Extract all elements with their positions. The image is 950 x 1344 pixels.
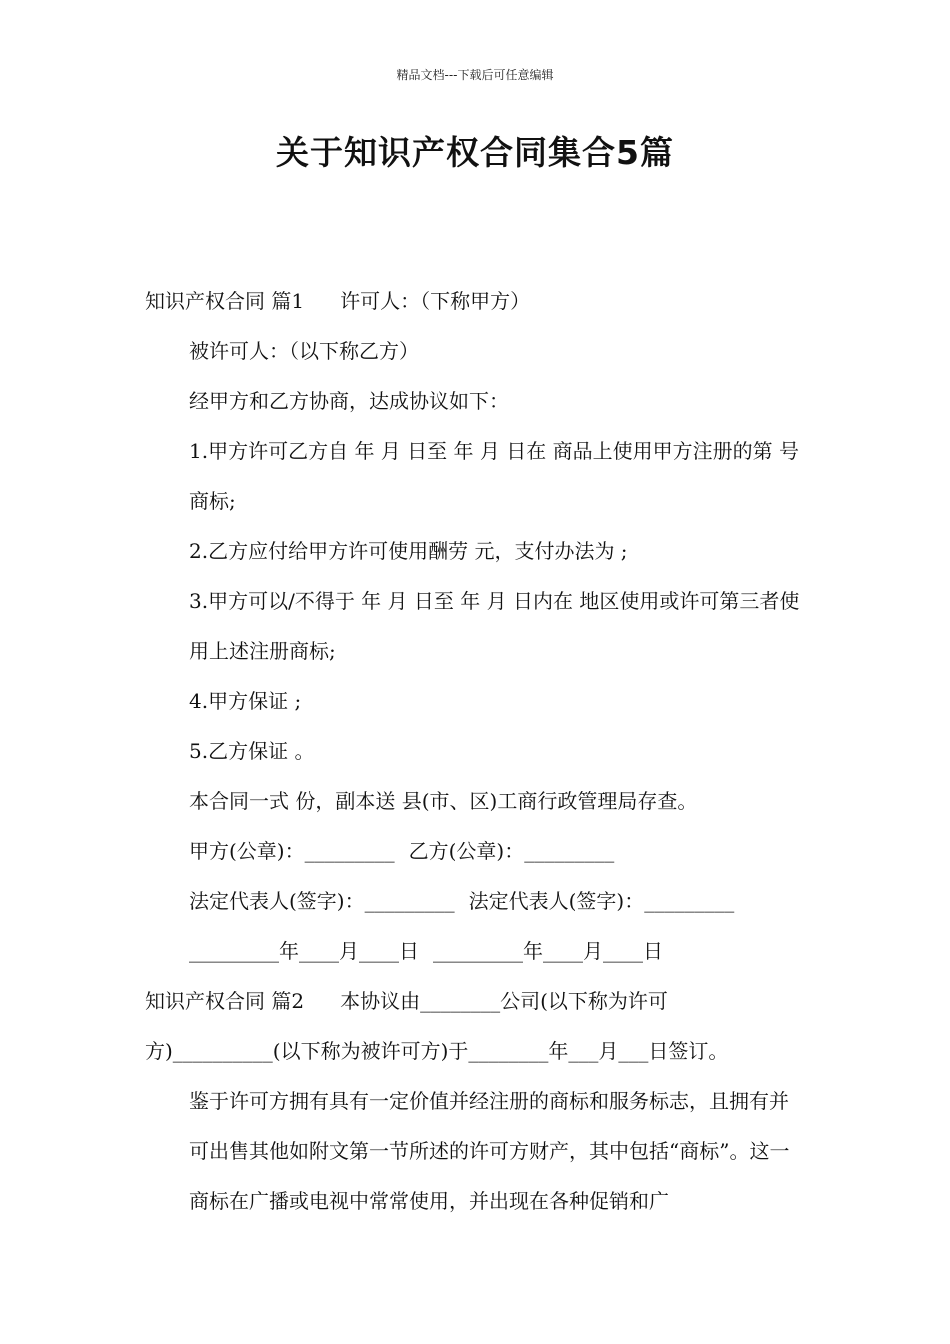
section2-paragraph-1: 鉴于许可方拥有具有一定价值并经注册的商标和服务标志，且拥有并可出售其他如附文第一节所述的许可方财产，其中包括“商标”。这一商标在广播或电视中常常使用，并出现在各种促销和广 <box>189 1089 790 1213</box>
party-b-date: _________年____月____日 <box>433 939 663 963</box>
page-header: 精品文档---下载后可任意编辑 <box>396 68 554 82</box>
clause-2: 2.乙方应付给甲方许可使用酬劳 元，支付办法为 ; <box>189 539 628 563</box>
agreement-intro: 经甲方和乙方协商，达成协议如下： <box>189 389 509 413</box>
document-title: 关于知识产权合同集合5篇 <box>276 133 674 172</box>
section2-intro: 本协议由________公司(以下称为许可方)__________(以下称为被许可方)于________年___月___日签订。 <box>145 989 729 1063</box>
section2-heading: 知识产权合同 篇2 <box>145 989 305 1013</box>
seal-line <box>145 826 807 876</box>
clause-1: 1.甲方许可乙方自 年 月 日至 年 月 日在 商品上使用甲方注册的第 号 商标; <box>189 439 799 513</box>
party-a-seal: 甲方(公章)：_________ <box>189 839 395 863</box>
clause-4: 4.甲方保证 ; <box>189 689 302 713</box>
licensor-line: 许可人：（下称甲方） <box>340 289 531 313</box>
party-a-date: _________年____月____日 <box>189 939 419 963</box>
document-body <box>145 276 807 1226</box>
party-a-representative: 法定代表人(签字)：_________ <box>189 889 455 913</box>
clause-5: 5.乙方保证 。 <box>189 739 315 763</box>
party-b-seal: 乙方(公章)：_________ <box>408 839 615 863</box>
clause-3: 3.甲方可以/不得于 年 月 日至 年 月 日内在 地区使用或许可第三者使用上述注册商标; <box>189 589 800 663</box>
copies-line: 本合同一式 份，副本送 县(市、区)工商行政管理局存查。 <box>189 789 698 813</box>
date-line <box>145 926 807 976</box>
section1-heading-line <box>145 276 807 326</box>
section1-heading: 知识产权合同 篇1 <box>145 289 305 313</box>
section2-intro-paragraph <box>145 976 807 1076</box>
party-b-representative: 法定代表人(签字)：_________ <box>468 889 735 913</box>
representative-line <box>145 876 807 926</box>
licensee-line: 被许可人：（以下称乙方） <box>189 339 419 363</box>
